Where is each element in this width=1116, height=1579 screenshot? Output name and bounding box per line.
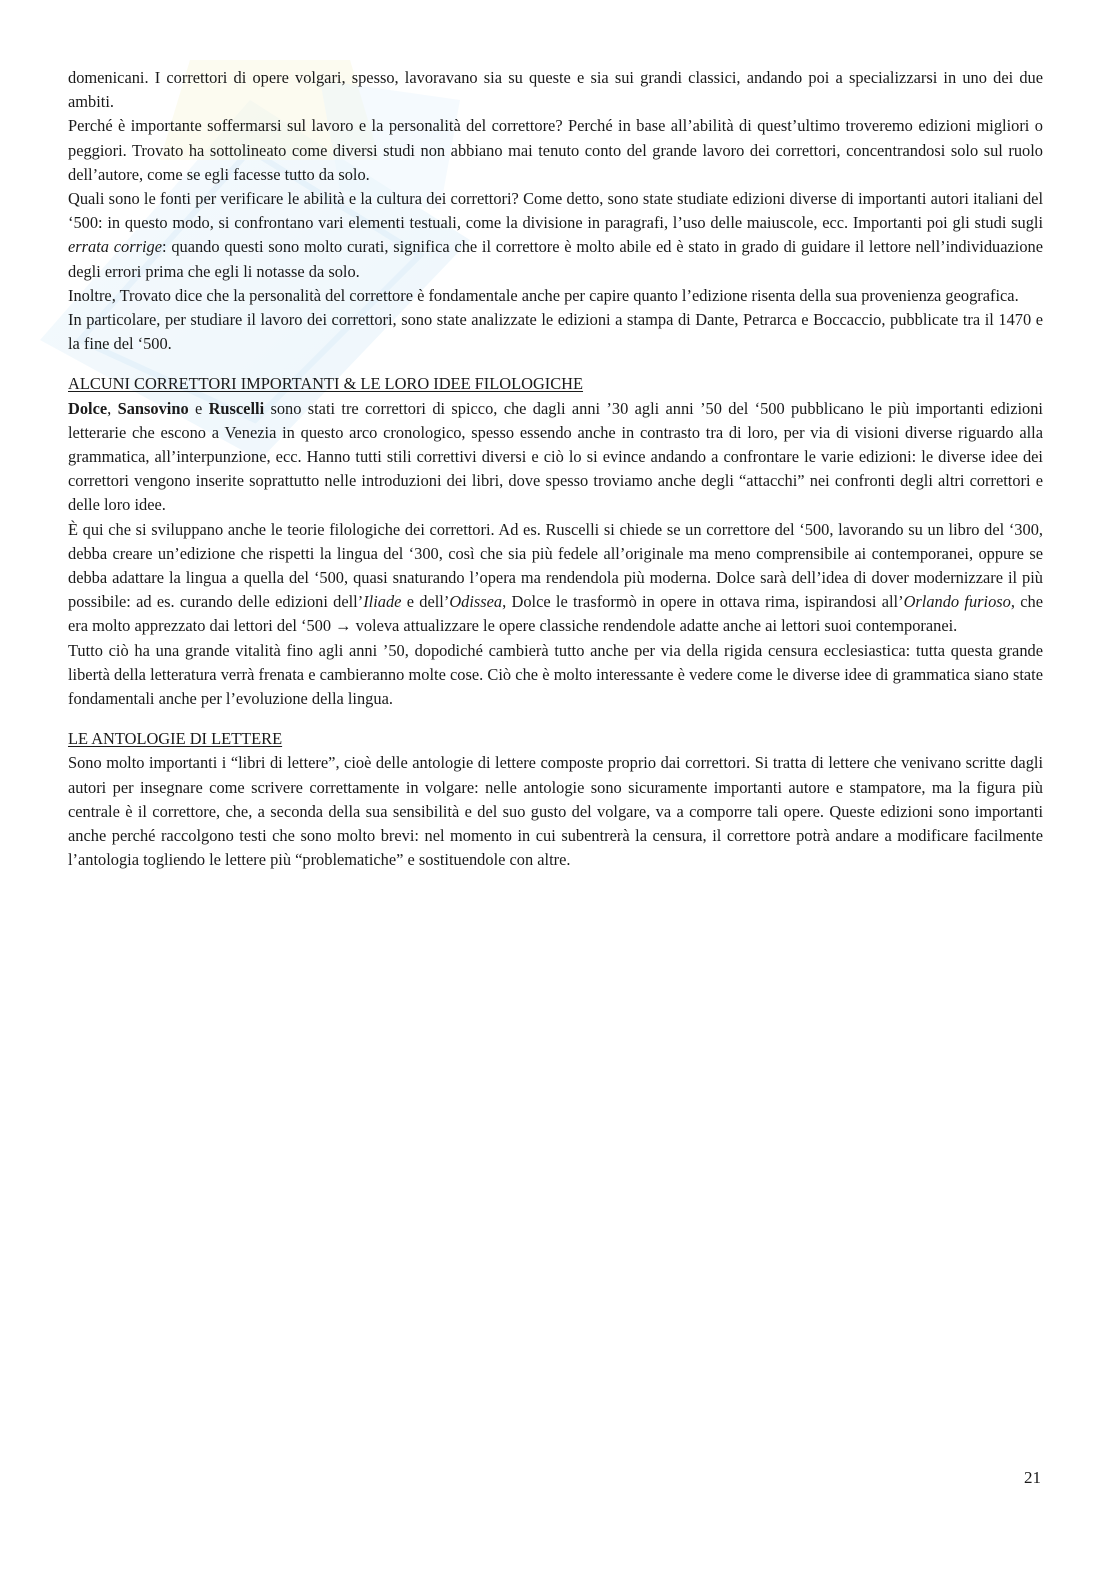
- text-run: , Dolce le trasformò in opere in ottava rima, ispirandosi all’: [502, 592, 904, 612]
- italic-term: Iliade: [363, 592, 402, 612]
- paragraph: Perché è importante soffermarsi sul lavoro e la personalità del correttore? Perché in base all’abilità di quest’ultimo troveremo edizioni migliori o peggiori. Trovato ha sottolineato come diversi studi non abbiano mai tenuto conto del grande lavoro dei correttori, concentrandosi solo sul ruolo dell’autore, come se egli facesse tutto da solo.: [68, 116, 1043, 184]
- paragraph: [68, 518, 1043, 639]
- text-run: : quando questi sono molto curati, significa che il correttore è molto abile ed è stato in grado di guidare il lettore nell’individuazione degli errori prima che egli li notasse da solo.: [68, 237, 1043, 281]
- paragraph: [68, 397, 1043, 518]
- bold-name: Dolce: [68, 398, 108, 418]
- italic-term: Odissea: [449, 592, 503, 612]
- text-run: ,: [107, 398, 118, 418]
- document-body: [68, 66, 1043, 873]
- paragraph: Tutto ciò ha una grande vitalità fino agli anni ’50, dopodiché cambierà tutto anche per via della rigida censura ecclesiastica: tutta questa grande libertà della letteratura verrà frenata e cambieranno molte cose. Ciò che è molto interessante è vedere come le diverse idee di grammatica siano state fondamentali anche per l’evoluzione della lingua.: [68, 640, 1043, 709]
- bold-name: Sansovino: [117, 398, 189, 418]
- paragraph: In particolare, per studiare il lavoro dei correttori, sono state analizzate le edizioni a stampa di Dante, Petrarca e Boccaccio, pubblicate tra il 1470 e la fine del ‘500.: [68, 310, 1043, 354]
- paragraph: Sono molto importanti i “libri di lettere”, cioè delle antologie di lettere composte proprio dai correttori. Si tratta di lettere che venivano scritte dagli autori per insegnare come scrivere correttamente in volgare: nelle antologie sono sicuramente importanti autore e stampatore, ma la figura più centrale è il correttore, che, a seconda della sua sensibilità e del suo gusto del volgare, va a comporre tali opere. Queste edizioni sono importanti anche perché raccolgono testi che sono molto brevi: nel momento in cui subentrerà la censura, il correttore potrà andare a modificare facilmente l’antologia togliendo le lettere più “problematiche” e sostituendole con altre.: [68, 753, 1043, 870]
- italic-term: errata corrige: [68, 237, 162, 257]
- text-run: sono stati tre correttori di spicco, che dagli anni ’30 agli anni ’50 del ‘500 pubblicano le più importanti edizioni letterarie che escono a Venezia in questo arco cronologico, spesso essendo anche in contrasto tra di loro, per via di visioni diverse riguardo alla grammatica, all’interpunzione, ecc. Hanno tutti stili correttivi diversi e ciò lo si evince andando a confrontare le varie edizioni: le diverse idee dei correttori vengono inserite soprattutto nelle introduzioni dei libri, dove spesso troviamo anche degli “attacchi” nei confronti degli altri correttori e delle loro idee.: [68, 398, 1043, 515]
- section-heading: LE ANTOLOGIE DI LETTERE: [68, 729, 283, 749]
- page-number: 21: [1024, 1468, 1041, 1487]
- section-heading: ALCUNI CORRETTORI IMPORTANTI & LE LORO IDEE FILOLOGICHE: [68, 374, 584, 394]
- text-run: È qui che si sviluppano anche le teorie filologiche dei correttori. Ad es. Ruscelli si chiede se un correttore del ‘500, lavorando su un libro del ‘300, debba creare un’edizione che rispetti la lingua del ‘300, così che sia più fedele all’originale ma meno comprensibile ai contemporanei, oppure se debba adattare la lingua a quella del ‘500, quasi snaturando l’opera ma rendendola più moderna. Dolce sarà dell’idea di dover modernizzare il più possibile: ad es. curando delle edizioni dell’: [68, 519, 1043, 612]
- text-run: e dell’: [401, 592, 450, 612]
- paragraph: domenicani. I correttori di opere volgari, spesso, lavoravano sia su queste e sia sui grandi classici, andando poi a specializzarsi in uno dei due ambiti.: [68, 68, 1043, 112]
- text-run: e: [188, 398, 209, 418]
- text-run: , che era molto apprezzato dai lettori del ‘500: [68, 592, 1043, 636]
- text-run: voleva attualizzare le opere classiche rendendole adatte anche ai lettori suoi contemporanei.: [351, 616, 958, 636]
- arrow-icon: →: [335, 616, 352, 636]
- italic-term: Orlando furioso: [903, 592, 1011, 612]
- paragraph: [68, 187, 1043, 284]
- bold-name: Ruscelli: [208, 398, 265, 418]
- paragraph: Inoltre, Trovato dice che la personalità del correttore è fondamentale anche per capire quanto l’edizione risenta della sua provenienza geografica.: [68, 285, 1019, 305]
- text-run: Quali sono le fonti per verificare le abilità e la cultura dei correttori? Come detto, sono state studiate edizioni diverse di importanti autori italiani del ‘500: in questo modo, si confrontano vari elementi testuali, come la divisione in paragrafi, l’uso delle maiuscole, ecc. Importanti poi gli studi sugli: [68, 189, 1043, 233]
